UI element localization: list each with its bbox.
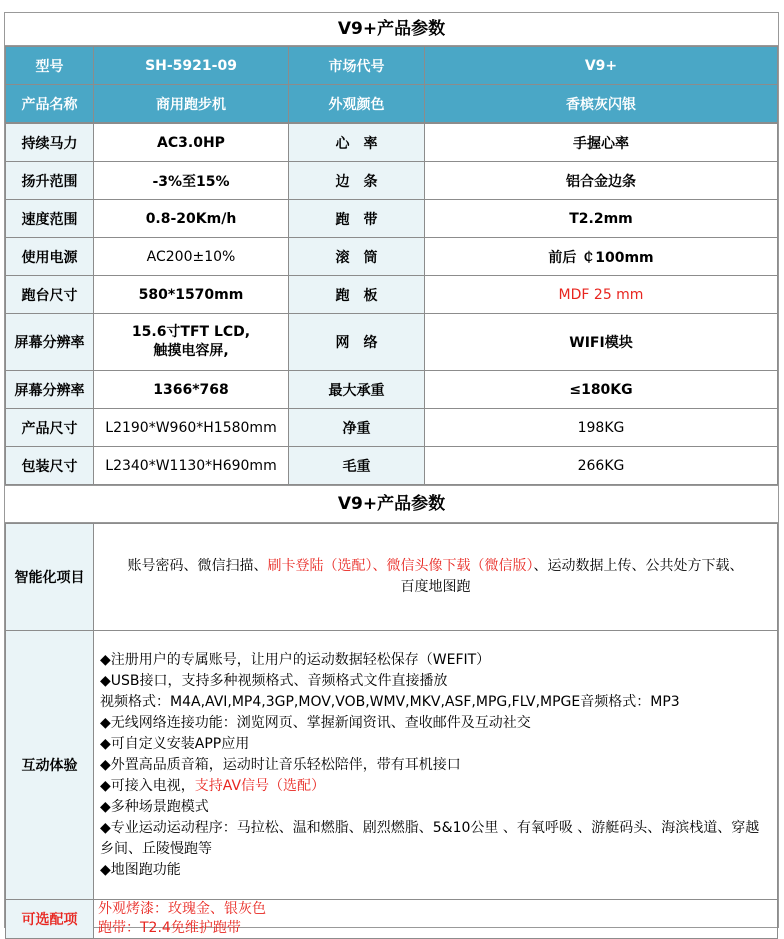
spec-value: 1366*768	[94, 371, 289, 409]
spec-row	[6, 238, 778, 276]
spec-value: 198KG	[425, 409, 778, 447]
smart-text: 账号密码、微信扫描、	[127, 558, 268, 574]
header-cell: 香槟灰闪银	[425, 85, 778, 123]
spec-row	[6, 200, 778, 238]
smart-text-highlight: 刷卡登陆（选配）、微信头像下载（微信版）	[267, 558, 534, 574]
header-row	[6, 85, 778, 123]
header-cell: 商用跑步机	[94, 85, 289, 123]
spec-key: 包装尺寸	[6, 447, 94, 485]
feature-desc	[94, 631, 778, 900]
spec-value: MDF 25 mm	[425, 276, 778, 314]
header-row	[6, 47, 778, 85]
feature-line: ◆多种场景跑模式	[100, 798, 209, 815]
spec-value: 手握心率	[425, 124, 778, 162]
spec-key: 跑台尺寸	[6, 276, 94, 314]
spec-key: 边 条	[289, 162, 425, 200]
spec-row	[6, 162, 778, 200]
header-table	[5, 46, 778, 123]
spec-key: 网 络	[289, 314, 425, 371]
smart-text: 百度地图跑	[400, 579, 471, 595]
header-cell: V9+	[425, 47, 778, 85]
spec-key: 产品尺寸	[6, 409, 94, 447]
spec-key: 滚 筒	[289, 238, 425, 276]
sheet-title: V9+产品参数	[5, 13, 778, 46]
spec-table	[5, 123, 778, 485]
spec-key: 净重	[289, 409, 425, 447]
spec-value: 前后 ￠100mm	[425, 238, 778, 276]
spec-value-line: 触摸电容屏,	[153, 343, 229, 359]
spec-value: -3%至15%	[94, 162, 289, 200]
spec-sheet	[4, 12, 779, 936]
spec-row	[6, 314, 778, 371]
spec-key: 扬升范围	[6, 162, 94, 200]
spec-value: T2.2mm	[425, 200, 778, 238]
spec-key: 持续马力	[6, 124, 94, 162]
feature-line: ◆注册用户的专属账号，让用户的运动数据轻松保存（WEFIT）	[100, 651, 491, 668]
optional-line: 跑带：T2.4免维护跑带	[98, 920, 241, 936]
spec-value: L2340*W1130*H690mm	[94, 447, 289, 485]
spec-key: 最大承重	[289, 371, 425, 409]
spec-key: 速度范围	[6, 200, 94, 238]
feature-key: 可选配项	[6, 900, 94, 939]
smart-text: 、运动数据上传、公共处方下载、	[533, 558, 744, 574]
tv-text-highlight: 支持AV信号（选配）	[194, 777, 326, 794]
spec-key: 屏幕分辨率	[6, 371, 94, 409]
spec-key: 毛重	[289, 447, 425, 485]
section-title: V9+产品参数	[5, 485, 778, 523]
spec-value: 0.8-20Km/h	[94, 200, 289, 238]
feature-line: ◆地图跑功能	[100, 861, 181, 878]
spec-value: 铝合金边条	[425, 162, 778, 200]
spec-value-line: 15.6寸TFT LCD,	[131, 324, 251, 340]
spec-value: 580*1570mm	[94, 276, 289, 314]
header-cell: SH-5921-09	[94, 47, 289, 85]
feature-key: 智能化项目	[6, 524, 94, 631]
spec-value: ≤180KG	[425, 371, 778, 409]
feature-desc	[94, 900, 778, 939]
feature-line: ◆USB接口，支持多种视频格式、音频格式文件直接播放	[100, 672, 448, 689]
header-cell: 市场代号	[289, 47, 425, 85]
tv-text: ◆可接入电视，	[100, 777, 195, 794]
feature-table	[5, 523, 778, 939]
spec-key: 使用电源	[6, 238, 94, 276]
feature-row-optional	[6, 900, 778, 939]
spec-value: AC200±10%	[94, 238, 289, 276]
spec-value	[94, 314, 289, 371]
feature-line: 视频格式：M4A,AVI,MP4,3GP,MOV,VOB,WMV,MKV,ASF,MPG,FLV,MPGE音频格式：MP3	[100, 693, 680, 710]
feature-line: ◆可自定义安装APP应用	[100, 735, 250, 752]
spec-value: AC3.0HP	[94, 124, 289, 162]
spec-key: 屏幕分辨率	[6, 314, 94, 371]
feature-key: 互动体验	[6, 631, 94, 900]
optional-line: 外观烤漆：玫瑰金、银灰色	[98, 901, 266, 917]
spec-value: 266KG	[425, 447, 778, 485]
spec-key: 心 率	[289, 124, 425, 162]
feature-line: ◆外置高品质音箱，运动时让音乐轻松陪伴，带有耳机接口	[100, 756, 461, 773]
header-cell: 型号	[6, 47, 94, 85]
spec-value: L2190*W960*H1580mm	[94, 409, 289, 447]
feature-line: ◆无线网络连接功能：浏览网页、掌握新闻资讯、查收邮件及互动社交	[100, 714, 531, 731]
feature-row-smart	[6, 524, 778, 631]
feature-line: ◆专业运动运动程序：马拉松、温和燃脂、剧烈燃脂、5&10公里 、有氧呼吸 、游艇码头、海滨栈道、穿越乡间、丘陵慢跑等	[100, 819, 760, 857]
header-cell: 外观颜色	[289, 85, 425, 123]
spec-row	[6, 124, 778, 162]
feature-row-interactive	[6, 631, 778, 900]
spec-row	[6, 371, 778, 409]
spec-row	[6, 276, 778, 314]
header-cell: 产品名称	[6, 85, 94, 123]
feature-line	[100, 776, 771, 797]
spec-row	[6, 447, 778, 485]
feature-desc	[94, 524, 778, 631]
spec-row	[6, 409, 778, 447]
spec-key: 跑 带	[289, 200, 425, 238]
spec-value: WIFI模块	[425, 314, 778, 371]
spec-key: 跑 板	[289, 276, 425, 314]
